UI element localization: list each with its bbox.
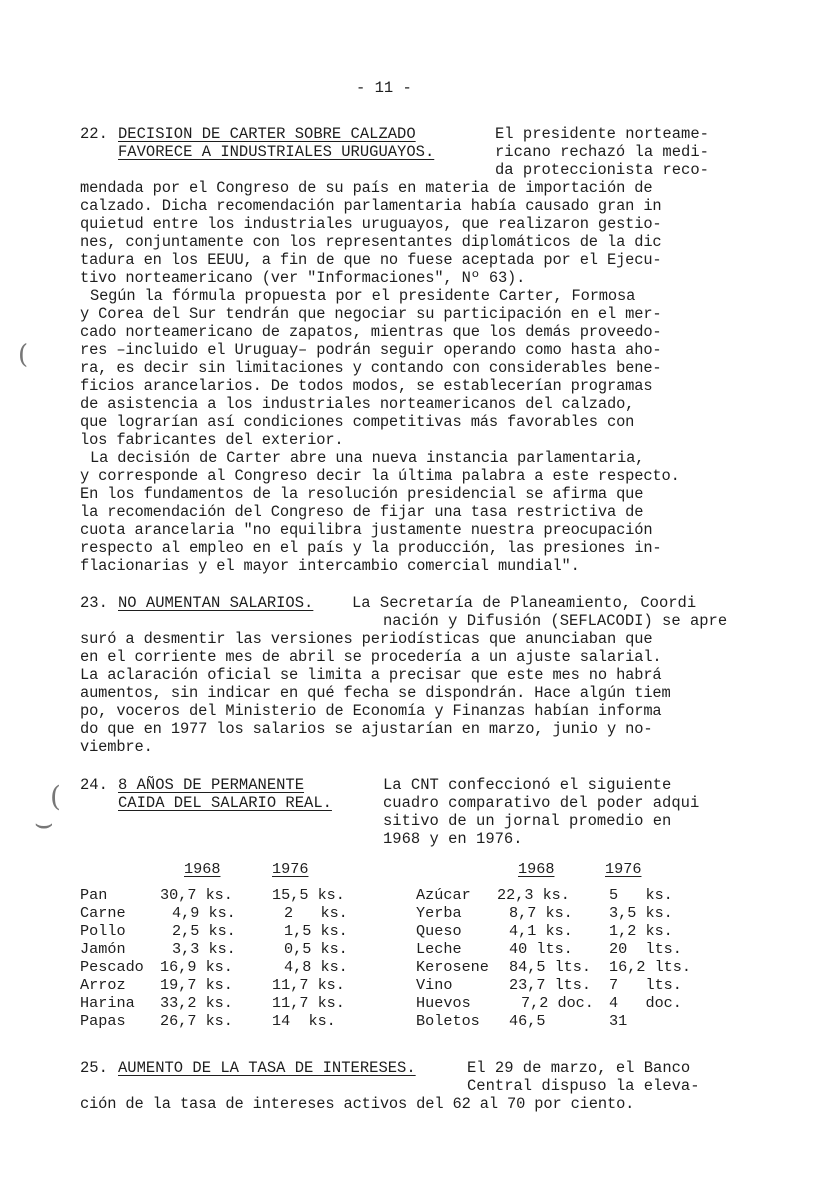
table-left-item: Carne: [80, 904, 126, 922]
table-right-value-1976: 7 lts.: [609, 976, 682, 994]
table-left-item: Arroz: [80, 976, 126, 994]
table-left-year-1976: 1976: [272, 860, 309, 878]
table-right-value-1968: 23,7 lts.: [509, 976, 592, 994]
section-22-line: ficios arancelarios. De todos modos, se establecerían programas: [80, 377, 653, 395]
table-left-value-1976: 14 ks.: [272, 1012, 336, 1030]
table-left-value-1968: 2,5 ks.: [172, 922, 236, 940]
section-22-line: los fabricantes del exterior.: [80, 431, 344, 449]
section-22-line: Según la fórmula propuesta por el presidente Carter, Formosa: [90, 287, 636, 305]
section-23-line: suró a desmentir las versiones periodísticas que anunciaban que: [80, 630, 653, 648]
section-25-side-line: El 29 de marzo, el Banco: [467, 1059, 691, 1077]
section-22-line: nes, conjuntamente con los representantes diplomáticos de la dic: [80, 233, 662, 251]
table-right-value-1976: 20 lts.: [609, 940, 682, 958]
table-right-item: Huevos: [416, 994, 471, 1012]
section-24-side-line: 1968 y en 1976.: [383, 830, 523, 848]
section-23-heading: NO AUMENTAN SALARIOS.: [118, 594, 314, 612]
section-22-line: y corresponde al Congreso decir la última palabra a este respecto.: [80, 467, 680, 485]
section-23-line: La aclaración oficial se limita a precisar que este mes no habrá: [80, 666, 662, 684]
section-24-side-line: La CNT confeccionó el siguiente: [383, 776, 672, 794]
table-left-item: Pollo: [80, 922, 126, 940]
section-22-line: mendada por el Congreso de su país en materia de importación de: [80, 179, 653, 197]
table-left-value-1968: 19,7 ks.: [160, 976, 233, 994]
table-left-value-1968: 16,9 ks.: [160, 958, 233, 976]
section-23-line: po, voceros del Ministerio de Economía y Finanzas habían informa: [80, 702, 662, 720]
table-left-value-1976: 0,5 ks.: [284, 940, 348, 958]
section-22-line: tivo norteamericano (ver "Informaciones", Nº 63).: [80, 269, 526, 287]
table-right-item: Boletos: [416, 1012, 480, 1030]
table-left-value-1976: 11,7 ks.: [272, 994, 345, 1012]
section-25-line: ción de la tasa de intereses activos del 62 al 70 por ciento.: [80, 1095, 635, 1113]
table-right-item: Leche: [416, 940, 462, 958]
section-22-side-line: da proteccionista reco-: [495, 161, 709, 179]
table-right-value-1968: 22,3 ks.: [497, 886, 570, 904]
table-left-value-1968: 26,7 ks.: [160, 1012, 233, 1030]
section-22-line: cado norteamericano de zapatos, mientras que los demás proveedo-: [80, 323, 662, 341]
section-22-line: quietud entre los industriales uruguayos, que realizaron gestio-: [80, 215, 662, 233]
section-22-line: flacionarias y el mayor intercambio comercial mundial".: [80, 557, 580, 575]
table-left-value-1976: 1,5 ks.: [284, 922, 348, 940]
section-22-line: que lograrían así condiciones competitivas más favorables con: [80, 413, 635, 431]
table-right-year-1968: 1968: [518, 860, 555, 878]
table-left-item: Jamón: [80, 940, 126, 958]
section-22-line: tadura en los EEUU, a fin de que no fuese aceptada por el Ejecu-: [80, 251, 662, 269]
table-right-value-1976: 16,2 lts.: [609, 958, 692, 976]
section-22-heading: DECISION DE CARTER SOBRE CALZADO: [118, 125, 416, 143]
section-23-line: do que en 1977 los salarios se ajustarían en marzo, junio y no-: [80, 720, 653, 738]
table-right-value-1976: 3,5 ks.: [609, 904, 673, 922]
section-22-side-line: El presidente norteame-: [495, 125, 709, 143]
section-22-line: de asistencia a los industriales norteamericanos del calzado,: [80, 395, 635, 413]
section-22-line: ra, es decir sin limitaciones y contando con considerables bene-: [80, 359, 662, 377]
table-right-value-1968: 8,7 ks.: [509, 904, 573, 922]
section-25-side-line: Central dispuso la eleva-: [467, 1077, 700, 1095]
section-22-line: La decisión de Carter abre una nueva instancia parlamentaria,: [90, 449, 645, 467]
section-22-side-line: ricano rechazó la medi-: [495, 143, 709, 161]
margin-parenthesis-mark: (: [18, 340, 29, 370]
table-right-item: Vino: [416, 976, 453, 994]
table-left-item: Pan: [80, 886, 108, 904]
section-25-heading: AUMENTO DE LA TASA DE INTERESES.: [118, 1059, 416, 1077]
table-right-item: Yerba: [416, 904, 462, 922]
section-22-line: res –incluido el Uruguay– podrán seguir operando como hasta aho-: [80, 341, 662, 359]
section-24-heading: 8 AÑOS DE PERMANENTE: [118, 776, 305, 794]
table-right-value-1976: 5 ks.: [609, 886, 673, 904]
table-right-item: Queso: [416, 922, 462, 940]
section-23-line: aumentos, sin indicar en qué fecha se dispondrán. Hace algún tiem: [80, 684, 671, 702]
section-22-line: calzado. Dicha recomendación parlamentaria había causado gran in: [80, 197, 662, 215]
section-23-number: 23.: [80, 594, 108, 612]
table-right-value-1968: 7,2 doc.: [521, 994, 594, 1012]
table-right-value-1968: 4,1 ks.: [509, 922, 573, 940]
table-right-item: Azúcar: [416, 886, 471, 904]
table-left-value-1968: 4,9 ks.: [172, 904, 236, 922]
table-right-item: Kerosene: [416, 958, 489, 976]
table-left-value-1968: 33,2 ks.: [160, 994, 233, 1012]
section-23-line: viembre.: [80, 738, 153, 756]
table-left-value-1968: 30,7 ks.: [160, 886, 233, 904]
table-right-value-1968: 46,5: [509, 1012, 546, 1030]
section-22-line: y Corea del Sur tendrán que negociar su participación en el mer-: [80, 305, 662, 323]
table-right-value-1968: 40 lts.: [509, 940, 573, 958]
section-24-side-line: cuadro comparativo del poder adqui: [383, 794, 700, 812]
section-25-number: 25.: [80, 1059, 108, 1077]
section-22-heading: FAVORECE A INDUSTRIALES URUGUAYOS.: [118, 143, 435, 161]
table-left-year-1968: 1968: [184, 860, 221, 878]
table-left-item: Harina: [80, 994, 135, 1012]
table-left-value-1976: 11,7 ks.: [272, 976, 345, 994]
table-left-item: Papas: [80, 1012, 126, 1030]
table-left-item: Pescado: [80, 958, 144, 976]
table-left-value-1976: 2 ks.: [284, 904, 348, 922]
margin-parenthesis-mark: (: [50, 780, 61, 813]
margin-check-mark: ⌣: [34, 806, 54, 841]
section-23-side-line: La Secretaría de Planeamiento, Coordi: [352, 594, 697, 612]
section-24-side-line: sitivo de un jornal promedio en: [383, 812, 672, 830]
page-number: - 11 -: [356, 79, 412, 97]
table-right-value-1976: 31: [609, 1012, 628, 1030]
table-right-value-1968: 84,5 lts.: [509, 958, 592, 976]
section-23-side-line: nación y Difusión (SEFLACODI) se apre: [383, 612, 728, 630]
section-22-line: respecto al empleo en el país y la producción, las presiones in-: [80, 539, 662, 557]
table-right-value-1976: 1,2 ks.: [609, 922, 673, 940]
section-22-line: cuota arancelaria "no equilibra justamente nuestra preocupación: [80, 521, 653, 539]
section-22-line: En los fundamentos de la resolución presidencial se afirma que: [80, 485, 644, 503]
section-24-heading: CAIDA DEL SALARIO REAL.: [118, 794, 332, 812]
section-24-number: 24.: [80, 776, 108, 794]
section-23-line: en el corriente mes de abril se procedería a un ajuste salarial.: [80, 648, 662, 666]
table-left-value-1976: 4,8 ks.: [284, 958, 348, 976]
table-right-value-1976: 4 doc.: [609, 994, 682, 1012]
table-right-year-1976: 1976: [605, 860, 642, 878]
section-22-line: la recomendación del Congreso de fijar una tasa restrictiva de: [80, 503, 644, 521]
table-left-value-1968: 3,3 ks.: [172, 940, 236, 958]
table-left-value-1976: 15,5 ks.: [272, 886, 345, 904]
section-22-number: 22.: [80, 125, 108, 143]
